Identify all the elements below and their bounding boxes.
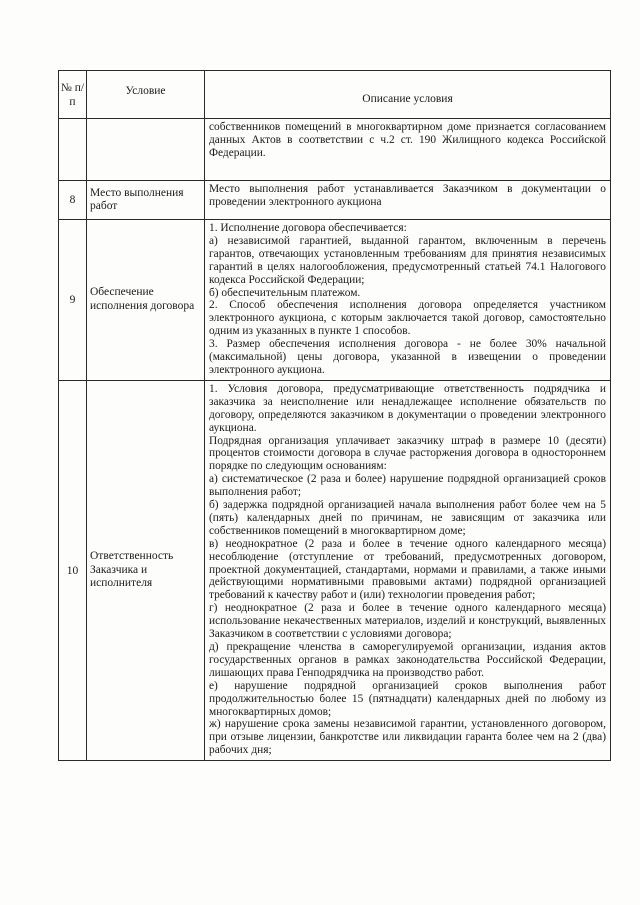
description-paragraph: Подрядная организация уплачивает заказчику штраф в размере 10 (десяти) процентов стоимости договора в случае расторжения договора в одностороннем порядке по следующим основаниям: (209, 434, 606, 473)
description-paragraph: собственников помещений в многоквартирном доме признается согласованием данных Актов в соответствии с ч.2 ст. 190 Жилищного кодекса Российской Федерации. (209, 121, 606, 159)
description-paragraph: 2. Способ обеспечения исполнения договора определяется участником электронного аукциона, с которым заключается такой договор, самостоятельно одним из указанных в пункте 1 способов. (209, 299, 606, 338)
row-description (205, 380, 611, 760)
description-paragraph: б) задержка подрядной организацией начала выполнения работ более чем на 5 (пять) календарных дней по причинам, не зависящим от заказчика или собственников помещений в многоквартирном доме; (209, 499, 606, 537)
description-paragraph: ж) нарушение срока замены независимой гарантии, установленного договором, при отзыве лицензии, банкротстве или ликвидации гаранта более чем на 2 (два) рабочих дня; (209, 718, 606, 757)
description-paragraph: 1. Условия договора, предусматривающие ответственность подрядчика и заказчика за неисполнение или ненадлежащее исполнение обязательств по договору, определяются заказчиком в документации о проведении электронного аукциона. (209, 382, 606, 434)
row-description (205, 181, 611, 220)
description-paragraph: в) неоднократное (2 раза и более в течение одного календарного месяца) несоблюдение (отступление от требований, предусмотренных договором, проектной документацией, стандартами, нормами и правилами, а также иными действующими нормативными правовыми актами) подрядной организацией требований к качеству работ и (или) технологии проведения работ; (209, 537, 606, 602)
table-header-row (59, 71, 611, 119)
header-number: № п/п (59, 71, 87, 119)
description-paragraph: 3. Размер обеспечения исполнения договора - не более 30% начальной (максимальной) цены договора, указанной в извещении о проведении электронного аукциона. (209, 338, 606, 376)
description-paragraph: Место выполнения работ устанавливается Заказчиком в документации о проведении электронного аукциона (209, 183, 606, 208)
description-paragraph: е) нарушение подрядной организацией сроков выполнения работ продолжительностью более 15 (пятнадцати) календарных дней по любому из многоквартирных домов; (209, 679, 606, 718)
description-paragraph: 1. Исполнение договора обеспечивается: (209, 222, 407, 234)
row-description (205, 220, 611, 381)
row-condition: Обеспечение исполнения договора (87, 220, 205, 381)
row-description (205, 119, 611, 181)
description-paragraph: б) обеспечительным платежом. (209, 286, 361, 299)
row-number: 9 (59, 220, 87, 381)
row-condition (87, 119, 205, 181)
conditions-table (58, 70, 611, 761)
row-number (59, 119, 87, 181)
header-condition: Условие (87, 71, 205, 119)
row-condition: Место выполнения работ (87, 181, 205, 220)
row-condition: Ответственность Заказчика и исполнителя (87, 380, 205, 760)
description-paragraph: а) систематическое (2 раза и более) нарушение подрядной организацией сроков выполнения работ; (209, 473, 606, 499)
table-row (59, 119, 611, 181)
description-paragraph: г) неоднократное (2 раза и более в течение одного календарного месяца) использование некачественных материалов, изделий и конструкций, выявленных Заказчиком в соответствии с условиями договора; (209, 602, 606, 641)
table-row (59, 380, 611, 760)
row-number: 8 (59, 181, 87, 220)
header-description: Описание условия (205, 71, 611, 119)
description-paragraph: д) прекращение членства в саморегулируемой организации, издания актов государственных органов в рамках законодательства Российской Федерации, лишающих права Генподрядчика на производство работ. (209, 641, 606, 679)
row-number: 10 (59, 380, 87, 760)
description-paragraph: а) независимой гарантией, выданной гарантом, включенным в перечень гарантов, отвечающих установленным требованиям для принятия независимых гарантий в целях налогообложения, предусмотренный статьей 74.1 Налогового кодекса Российской Федерации; (209, 234, 606, 286)
table-row (59, 220, 611, 381)
table-row (59, 181, 611, 220)
